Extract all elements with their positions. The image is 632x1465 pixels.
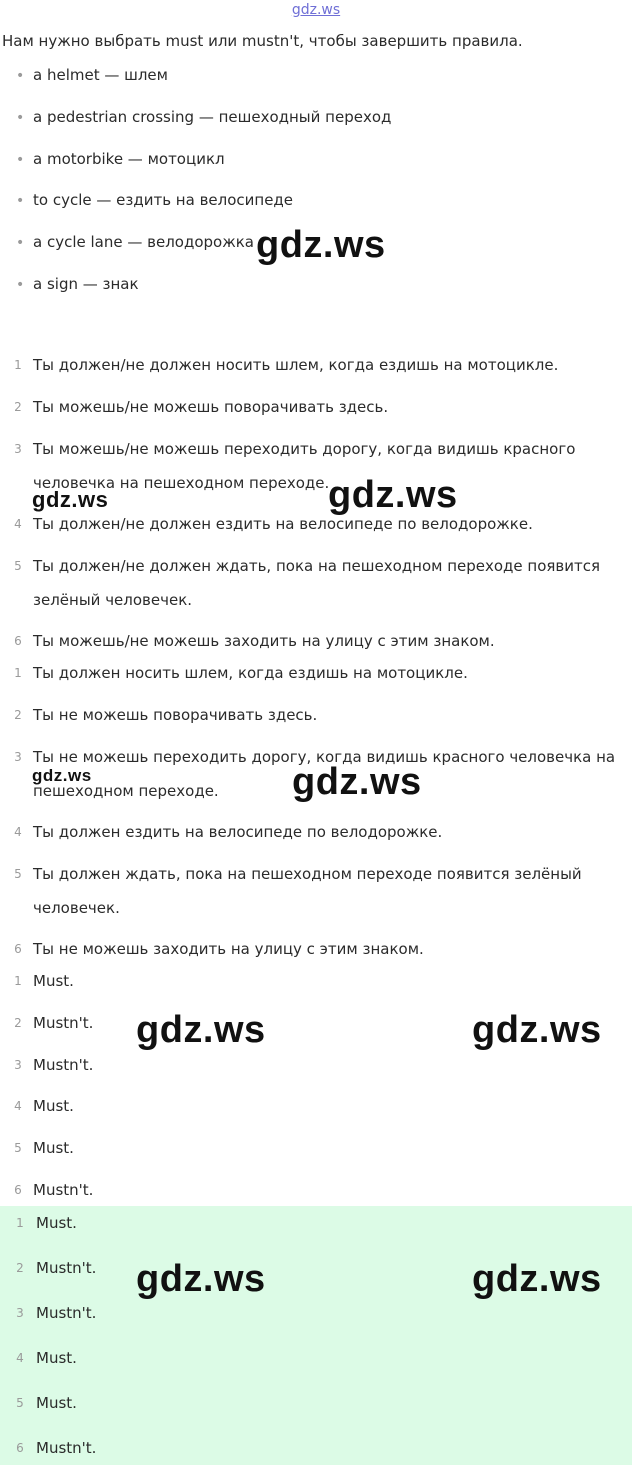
sentence-line: человечка на пешеходном переходе. [33, 474, 330, 492]
item-number: 1 [16, 1216, 24, 1230]
answer-text: Must. [36, 1349, 77, 1367]
sentence-line: зелёный человечек. [33, 591, 193, 609]
item-number: 3 [14, 1058, 22, 1072]
watermark: gdz.ws [32, 766, 92, 785]
list-item [16, 191, 293, 209]
answer-text: Mustn't. [33, 1056, 94, 1074]
item-number: 6 [14, 942, 22, 956]
vocab-text: a sign — знак [33, 275, 139, 293]
item-number: 1 [14, 358, 22, 372]
intro-text: Нам нужно выбрать must или mustn't, чтобы завершить правила. [2, 32, 523, 50]
list-item [16, 233, 254, 251]
bullet-icon: • [16, 193, 25, 209]
list-item [16, 66, 168, 84]
answer-text: Mustn't. [36, 1439, 97, 1457]
sentence-line: Ты не можешь переходить дорогу, когда видишь красного человечка на [33, 748, 616, 766]
item-number: 4 [14, 517, 22, 531]
answer-text: Mustn't. [33, 1014, 94, 1032]
vocab-text: a motorbike — мотоцикл [33, 150, 225, 168]
sentence-line: Ты должен ездить на велосипеде по велодорожке. [33, 823, 443, 841]
list-item [16, 150, 225, 168]
bullet-icon: • [16, 110, 25, 126]
item-number: 3 [14, 750, 22, 764]
sentence-line: Ты не можешь поворачивать здесь. [33, 706, 318, 724]
answer-text: Must. [36, 1214, 77, 1232]
item-number: 6 [14, 1183, 22, 1197]
item-number: 4 [16, 1351, 24, 1365]
item-number: 4 [14, 1099, 22, 1113]
item-number: 5 [14, 559, 22, 573]
answer-text: Must. [33, 1097, 74, 1115]
sentence-line: Ты можешь/не можешь заходить на улицу с этим знаком. [33, 632, 495, 650]
watermark: gdz.ws [32, 487, 109, 512]
sentence-line: Ты можешь/не можешь поворачивать здесь. [33, 398, 389, 416]
answer-text: Mustn't. [36, 1259, 97, 1277]
sentence-line: Ты должен ждать, пока на пешеходном переходе появится зелёный [33, 865, 582, 883]
bullet-icon: • [16, 277, 25, 293]
watermark: gdz.ws [136, 1258, 266, 1300]
answer-text: Mustn't. [33, 1181, 94, 1199]
watermark: gdz.ws [292, 761, 422, 803]
vocab-text: to cycle — ездить на велосипеде [33, 191, 294, 209]
watermark: gdz.ws [472, 1009, 602, 1051]
item-number: 6 [16, 1441, 24, 1455]
answer-text: Mustn't. [36, 1304, 97, 1322]
site-link[interactable]: gdz.ws [291, 2, 341, 18]
item-number: 1 [14, 666, 22, 680]
sentence-line: Ты должен носить шлем, когда ездишь на мотоцикле. [33, 664, 468, 682]
vocab-text: a cycle lane — велодорожка [33, 233, 254, 251]
sentence-line: Ты должен/не должен ездить на велосипеде по велодорожке. [33, 515, 533, 533]
item-number: 2 [16, 1261, 24, 1275]
item-number: 5 [14, 1141, 22, 1155]
bullet-icon: • [16, 235, 25, 251]
watermark: gdz.ws [136, 1009, 266, 1051]
item-number: 2 [14, 1016, 22, 1030]
item-number: 4 [14, 825, 22, 839]
sentence-line: человечек. [33, 899, 120, 917]
list-item [16, 108, 391, 126]
answer-text: Must. [36, 1394, 77, 1412]
sentence-line: пешеходном переходе. [33, 782, 219, 800]
item-number: 1 [14, 974, 22, 988]
item-number: 2 [14, 400, 22, 414]
watermark: gdz.ws [256, 224, 386, 266]
item-number: 2 [14, 708, 22, 722]
vocab-text: a pedestrian crossing — пешеходный переход [33, 108, 392, 126]
sentence-line: Ты можешь/не можешь переходить дорогу, когда видишь красного [33, 440, 576, 458]
highlighted-answers-box [0, 1206, 632, 1465]
vocab-text: a helmet — шлем [33, 66, 168, 84]
item-number: 5 [14, 867, 22, 881]
bullet-icon: • [16, 152, 25, 168]
bullet-icon: • [16, 68, 25, 84]
item-number: 3 [14, 442, 22, 456]
item-number: 6 [14, 634, 22, 648]
sentence-line: Ты должен/не должен ждать, пока на пешеходном переходе появится [33, 557, 601, 575]
sentence-line: Ты не можешь заходить на улицу с этим знаком. [33, 940, 424, 958]
item-number: 5 [16, 1396, 24, 1410]
watermark: gdz.ws [472, 1258, 602, 1300]
watermark: gdz.ws [328, 474, 458, 516]
sentence-line: Ты должен/не должен носить шлем, когда ездишь на мотоцикле. [33, 356, 559, 374]
list-item [16, 275, 139, 293]
item-number: 3 [16, 1306, 24, 1320]
answer-text: Must. [33, 972, 74, 990]
answer-text: Must. [33, 1139, 74, 1157]
